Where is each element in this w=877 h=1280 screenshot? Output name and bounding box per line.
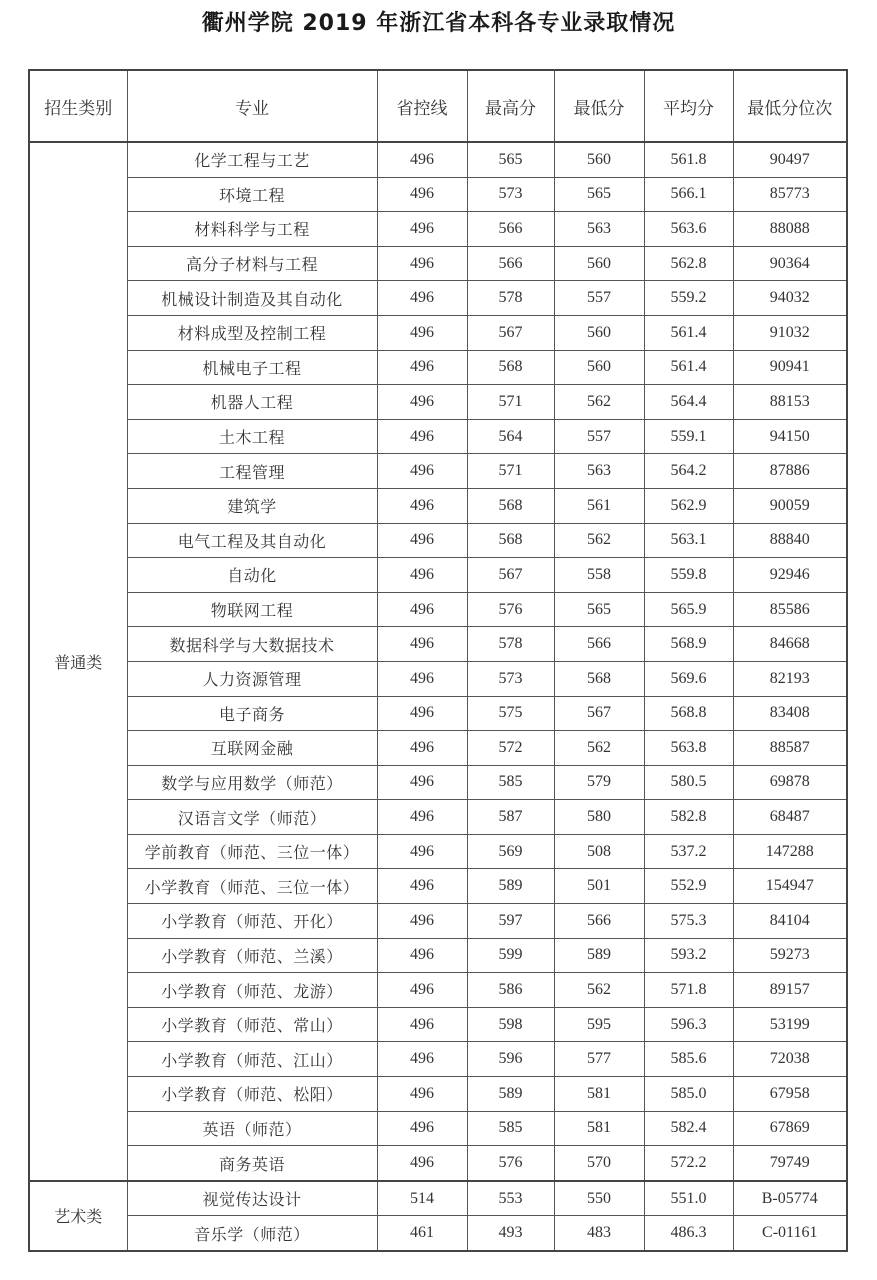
min-rank-cell: 154947: [733, 869, 847, 904]
min-rank-cell: 83408: [733, 696, 847, 731]
control-line-cell: 496: [377, 592, 467, 627]
control-line-cell: 496: [377, 177, 467, 212]
header-major: 专业: [127, 70, 377, 142]
min-rank-cell: 79749: [733, 1146, 847, 1181]
min-score-cell: 568: [554, 661, 644, 696]
control-line-cell: 514: [377, 1181, 467, 1216]
max-score-cell: 566: [467, 212, 554, 247]
avg-score-cell: 552.9: [644, 869, 733, 904]
admission-table: [28, 69, 848, 1252]
control-line-cell: 496: [377, 869, 467, 904]
max-score-cell: 576: [467, 592, 554, 627]
table-row: [29, 800, 847, 835]
table-row: [29, 1181, 847, 1216]
major-cell: 自动化: [127, 558, 377, 593]
max-score-cell: 578: [467, 627, 554, 662]
min-score-cell: 558: [554, 558, 644, 593]
avg-score-cell: 564.4: [644, 385, 733, 420]
min-rank-cell: 69878: [733, 765, 847, 800]
control-line-cell: 496: [377, 973, 467, 1008]
avg-score-cell: 559.2: [644, 281, 733, 316]
major-cell: 机器人工程: [127, 385, 377, 420]
avg-score-cell: 575.3: [644, 904, 733, 939]
avg-score-cell: 569.6: [644, 661, 733, 696]
category-cell: 普通类: [29, 142, 127, 1181]
min-rank-cell: 84668: [733, 627, 847, 662]
table-row: [29, 558, 847, 593]
max-score-cell: 585: [467, 765, 554, 800]
min-score-cell: 562: [554, 973, 644, 1008]
control-line-cell: 496: [377, 385, 467, 420]
major-cell: 土木工程: [127, 419, 377, 454]
control-line-cell: 496: [377, 800, 467, 835]
major-cell: 环境工程: [127, 177, 377, 212]
header-category: 招生类别: [29, 70, 127, 142]
major-cell: 电子商务: [127, 696, 377, 731]
header-control-line: 省控线: [377, 70, 467, 142]
table-row: [29, 834, 847, 869]
table-row: [29, 869, 847, 904]
min-rank-cell: 90364: [733, 246, 847, 281]
major-cell: 人力资源管理: [127, 661, 377, 696]
table-row: [29, 142, 847, 177]
min-score-cell: 581: [554, 1077, 644, 1112]
major-cell: 汉语言文学（师范）: [127, 800, 377, 835]
major-cell: 互联网金融: [127, 731, 377, 766]
major-cell: 机械设计制造及其自动化: [127, 281, 377, 316]
header-avg-score: 平均分: [644, 70, 733, 142]
table-row: [29, 696, 847, 731]
avg-score-cell: 580.5: [644, 765, 733, 800]
min-score-cell: 501: [554, 869, 644, 904]
control-line-cell: 496: [377, 834, 467, 869]
min-score-cell: 563: [554, 212, 644, 247]
control-line-cell: 496: [377, 246, 467, 281]
max-score-cell: 571: [467, 385, 554, 420]
min-score-cell: 579: [554, 765, 644, 800]
control-line-cell: 461: [377, 1216, 467, 1251]
min-score-cell: 560: [554, 315, 644, 350]
max-score-cell: 571: [467, 454, 554, 489]
min-score-cell: 589: [554, 938, 644, 973]
category-cell: 艺术类: [29, 1181, 127, 1251]
min-rank-cell: 88088: [733, 212, 847, 247]
min-score-cell: 557: [554, 281, 644, 316]
table-row: [29, 973, 847, 1008]
control-line-cell: 496: [377, 696, 467, 731]
control-line-cell: 496: [377, 315, 467, 350]
max-score-cell: 568: [467, 350, 554, 385]
min-score-cell: 566: [554, 627, 644, 662]
major-cell: 小学教育（师范、常山）: [127, 1007, 377, 1042]
max-score-cell: 565: [467, 142, 554, 177]
control-line-cell: 496: [377, 731, 467, 766]
min-rank-cell: 85586: [733, 592, 847, 627]
avg-score-cell: 561.4: [644, 350, 733, 385]
major-cell: 工程管理: [127, 454, 377, 489]
min-rank-cell: 90941: [733, 350, 847, 385]
table-row: [29, 454, 847, 489]
major-cell: 建筑学: [127, 488, 377, 523]
table-row: [29, 523, 847, 558]
table-row: [29, 488, 847, 523]
avg-score-cell: 561.8: [644, 142, 733, 177]
major-cell: 小学教育（师范、三位一体）: [127, 869, 377, 904]
min-score-cell: 483: [554, 1216, 644, 1251]
min-score-cell: 580: [554, 800, 644, 835]
table-row: [29, 315, 847, 350]
avg-score-cell: 585.0: [644, 1077, 733, 1112]
min-score-cell: 560: [554, 350, 644, 385]
min-rank-cell: 87886: [733, 454, 847, 489]
table-row: [29, 212, 847, 247]
min-rank-cell: 59273: [733, 938, 847, 973]
max-score-cell: 597: [467, 904, 554, 939]
min-rank-cell: 90497: [733, 142, 847, 177]
min-score-cell: 567: [554, 696, 644, 731]
avg-score-cell: 561.4: [644, 315, 733, 350]
min-rank-cell: 92946: [733, 558, 847, 593]
max-score-cell: 589: [467, 1077, 554, 1112]
table-row: [29, 419, 847, 454]
min-score-cell: 562: [554, 523, 644, 558]
table-row: [29, 1077, 847, 1112]
major-cell: 小学教育（师范、松阳）: [127, 1077, 377, 1112]
max-score-cell: 587: [467, 800, 554, 835]
max-score-cell: 566: [467, 246, 554, 281]
control-line-cell: 496: [377, 1111, 467, 1146]
table-body: [29, 142, 847, 1251]
min-score-cell: 565: [554, 177, 644, 212]
major-cell: 物联网工程: [127, 592, 377, 627]
avg-score-cell: 571.8: [644, 973, 733, 1008]
max-score-cell: 598: [467, 1007, 554, 1042]
min-score-cell: 595: [554, 1007, 644, 1042]
table-row: [29, 938, 847, 973]
table-row: [29, 1007, 847, 1042]
min-score-cell: 577: [554, 1042, 644, 1077]
min-rank-cell: 82193: [733, 661, 847, 696]
avg-score-cell: 568.9: [644, 627, 733, 662]
major-cell: 英语（师范）: [127, 1111, 377, 1146]
min-rank-cell: B-05774: [733, 1181, 847, 1216]
min-score-cell: 566: [554, 904, 644, 939]
table-row: [29, 246, 847, 281]
avg-score-cell: 568.8: [644, 696, 733, 731]
max-score-cell: 573: [467, 661, 554, 696]
table-row: [29, 1146, 847, 1181]
min-rank-cell: 94150: [733, 419, 847, 454]
control-line-cell: 496: [377, 1146, 467, 1181]
max-score-cell: 568: [467, 488, 554, 523]
min-score-cell: 508: [554, 834, 644, 869]
control-line-cell: 496: [377, 350, 467, 385]
major-cell: 高分子材料与工程: [127, 246, 377, 281]
control-line-cell: 496: [377, 661, 467, 696]
control-line-cell: 496: [377, 281, 467, 316]
major-cell: 数据科学与大数据技术: [127, 627, 377, 662]
avg-score-cell: 572.2: [644, 1146, 733, 1181]
table-row: [29, 177, 847, 212]
avg-score-cell: 563.8: [644, 731, 733, 766]
major-cell: 数学与应用数学（师范）: [127, 765, 377, 800]
major-cell: 机械电子工程: [127, 350, 377, 385]
control-line-cell: 496: [377, 1042, 467, 1077]
min-rank-cell: 91032: [733, 315, 847, 350]
min-score-cell: 560: [554, 142, 644, 177]
max-score-cell: 553: [467, 1181, 554, 1216]
major-cell: 音乐学（师范）: [127, 1216, 377, 1251]
control-line-cell: 496: [377, 212, 467, 247]
avg-score-cell: 559.1: [644, 419, 733, 454]
table-row: [29, 731, 847, 766]
control-line-cell: 496: [377, 1077, 467, 1112]
avg-score-cell: 596.3: [644, 1007, 733, 1042]
avg-score-cell: 593.2: [644, 938, 733, 973]
min-score-cell: 563: [554, 454, 644, 489]
max-score-cell: 599: [467, 938, 554, 973]
min-rank-cell: C-01161: [733, 1216, 847, 1251]
max-score-cell: 576: [467, 1146, 554, 1181]
max-score-cell: 585: [467, 1111, 554, 1146]
min-rank-cell: 67869: [733, 1111, 847, 1146]
min-rank-cell: 147288: [733, 834, 847, 869]
major-cell: 学前教育（师范、三位一体）: [127, 834, 377, 869]
min-score-cell: 560: [554, 246, 644, 281]
control-line-cell: 496: [377, 454, 467, 489]
major-cell: 小学教育（师范、龙游）: [127, 973, 377, 1008]
max-score-cell: 572: [467, 731, 554, 766]
min-score-cell: 570: [554, 1146, 644, 1181]
min-rank-cell: 67958: [733, 1077, 847, 1112]
table-header-row: [29, 70, 847, 142]
header-max-score: 最高分: [467, 70, 554, 142]
avg-score-cell: 551.0: [644, 1181, 733, 1216]
table-row: [29, 1042, 847, 1077]
table-row: [29, 1111, 847, 1146]
min-rank-cell: 68487: [733, 800, 847, 835]
max-score-cell: 573: [467, 177, 554, 212]
document-title: 衢州学院 2019 年浙江省本科各专业录取情况: [201, 11, 676, 36]
major-cell: 小学教育（师范、江山）: [127, 1042, 377, 1077]
table-row: [29, 1216, 847, 1251]
max-score-cell: 569: [467, 834, 554, 869]
min-score-cell: 565: [554, 592, 644, 627]
min-rank-cell: 89157: [733, 973, 847, 1008]
max-score-cell: 564: [467, 419, 554, 454]
table-row: [29, 592, 847, 627]
table-row: [29, 350, 847, 385]
avg-score-cell: 563.1: [644, 523, 733, 558]
table-row: [29, 904, 847, 939]
header-min-score: 最低分: [554, 70, 644, 142]
control-line-cell: 496: [377, 938, 467, 973]
header-min-rank: 最低分位次: [733, 70, 847, 142]
control-line-cell: 496: [377, 1007, 467, 1042]
avg-score-cell: 582.4: [644, 1111, 733, 1146]
major-cell: 电气工程及其自动化: [127, 523, 377, 558]
max-score-cell: 493: [467, 1216, 554, 1251]
avg-score-cell: 585.6: [644, 1042, 733, 1077]
avg-score-cell: 562.9: [644, 488, 733, 523]
table-row: [29, 765, 847, 800]
avg-score-cell: 537.2: [644, 834, 733, 869]
max-score-cell: 578: [467, 281, 554, 316]
control-line-cell: 496: [377, 627, 467, 662]
control-line-cell: 496: [377, 904, 467, 939]
avg-score-cell: 563.6: [644, 212, 733, 247]
control-line-cell: 496: [377, 558, 467, 593]
major-cell: 视觉传达设计: [127, 1181, 377, 1216]
max-score-cell: 567: [467, 315, 554, 350]
control-line-cell: 496: [377, 142, 467, 177]
max-score-cell: 589: [467, 869, 554, 904]
table-row: [29, 385, 847, 420]
min-rank-cell: 88840: [733, 523, 847, 558]
table-row: [29, 661, 847, 696]
min-rank-cell: 84104: [733, 904, 847, 939]
max-score-cell: 575: [467, 696, 554, 731]
avg-score-cell: 566.1: [644, 177, 733, 212]
min-rank-cell: 85773: [733, 177, 847, 212]
min-score-cell: 562: [554, 731, 644, 766]
max-score-cell: 567: [467, 558, 554, 593]
min-score-cell: 557: [554, 419, 644, 454]
avg-score-cell: 565.9: [644, 592, 733, 627]
min-rank-cell: 90059: [733, 488, 847, 523]
avg-score-cell: 564.2: [644, 454, 733, 489]
control-line-cell: 496: [377, 523, 467, 558]
min-rank-cell: 94032: [733, 281, 847, 316]
min-score-cell: 561: [554, 488, 644, 523]
major-cell: 小学教育（师范、开化）: [127, 904, 377, 939]
min-rank-cell: 88153: [733, 385, 847, 420]
major-cell: 材料科学与工程: [127, 212, 377, 247]
control-line-cell: 496: [377, 419, 467, 454]
max-score-cell: 586: [467, 973, 554, 1008]
min-score-cell: 562: [554, 385, 644, 420]
min-rank-cell: 88587: [733, 731, 847, 766]
major-cell: 化学工程与工艺: [127, 142, 377, 177]
major-cell: 商务英语: [127, 1146, 377, 1181]
major-cell: 材料成型及控制工程: [127, 315, 377, 350]
min-rank-cell: 53199: [733, 1007, 847, 1042]
avg-score-cell: 486.3: [644, 1216, 733, 1251]
table-row: [29, 281, 847, 316]
control-line-cell: 496: [377, 488, 467, 523]
control-line-cell: 496: [377, 765, 467, 800]
max-score-cell: 596: [467, 1042, 554, 1077]
min-score-cell: 581: [554, 1111, 644, 1146]
avg-score-cell: 559.8: [644, 558, 733, 593]
min-score-cell: 550: [554, 1181, 644, 1216]
avg-score-cell: 562.8: [644, 246, 733, 281]
table-row: [29, 627, 847, 662]
major-cell: 小学教育（师范、兰溪）: [127, 938, 377, 973]
avg-score-cell: 582.8: [644, 800, 733, 835]
min-rank-cell: 72038: [733, 1042, 847, 1077]
max-score-cell: 568: [467, 523, 554, 558]
